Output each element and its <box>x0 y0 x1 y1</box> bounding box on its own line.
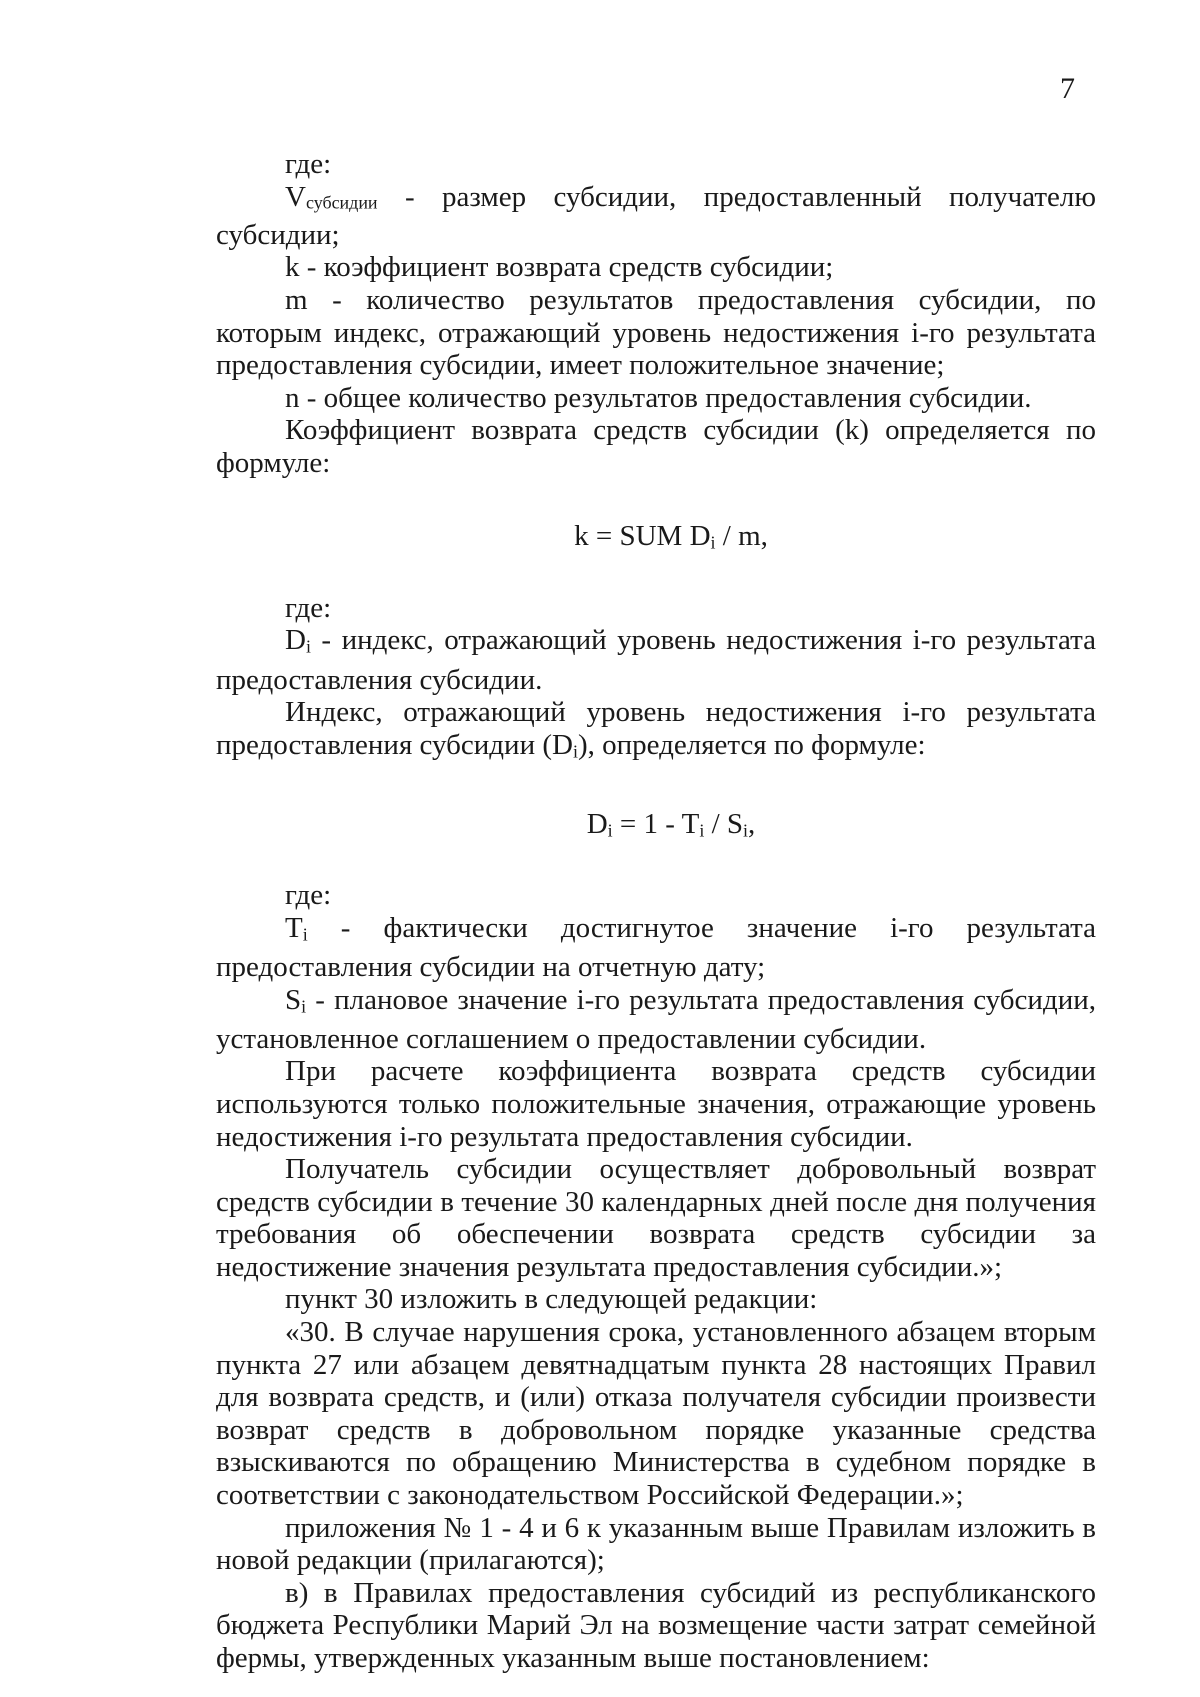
d-description: - индекс, отражающий уровень недостижения i-го результата предоставления субсидии. <box>216 624 1096 696</box>
formula-k-subscript: i <box>710 532 716 553</box>
v-definition <box>216 181 1096 252</box>
d-definition <box>216 624 1096 696</box>
voluntary-return-paragraph: Получатель субсидии осуществляет добровольный возврат средств субсидии в течение 30 календарных дней после дня получения требования об обеспечении возврата средств субсидии за недостижение значения результата предоставления субсидии.»; <box>216 1153 1096 1283</box>
formula-d-part2: = 1 - T <box>612 807 700 840</box>
item-v-paragraph: в) в Правилах предоставления субсидий из республиканского бюджета Республики Марий Эл на возмещение части затрат семейной фермы, утвержденных указанным выше постановлением: <box>216 1576 1096 1674</box>
formula-d-part4: , <box>748 807 756 840</box>
appendices-paragraph: приложения № 1 - 4 и 6 к указанным выше Правилам изложить в новой редакции (прилагаются); <box>216 1511 1096 1577</box>
v-description: - размер субсидии, предоставленный получателю субсидии; <box>216 180 1096 251</box>
formula-d-sub3: i <box>743 820 749 841</box>
t-description: - фактически достигнутое значение i-го результата предоставления субсидии на отчетную дату; <box>216 911 1096 983</box>
page-number: 7 <box>1060 72 1075 105</box>
d-intro-subscript: i <box>572 741 578 762</box>
d-subscript: i <box>305 637 311 657</box>
formula-k <box>216 520 1096 559</box>
where-label: где: <box>285 879 332 912</box>
formula-k-post: / m, <box>715 519 768 552</box>
formula-d-sub2: i <box>699 820 705 841</box>
document-body <box>216 148 1096 1675</box>
s-subscript: i <box>301 996 307 1017</box>
m-definition: m - количество результатов предоставления субсидии, по которым индекс, отражающий уровень недостижения i-го результата предоставления субсидии, имеет положительное значение; <box>216 284 1096 382</box>
t-definition <box>216 912 1096 984</box>
n-definition: n - общее количество результатов предоставления субсидии. <box>285 381 1032 414</box>
where-label: где: <box>285 591 332 624</box>
t-subscript: i <box>302 924 308 945</box>
calculation-note: При расчете коэффициента возврата средств субсидии используются только положительные значения, отражающие уровень недостижения i-го результата предоставления субсидии. <box>216 1055 1096 1153</box>
point-30-intro: пункт 30 изложить в следующей редакции: <box>285 1283 818 1316</box>
d-formula-intro <box>216 696 1096 768</box>
d-intro-pre: Индекс, отражающий уровень недостижения i-го результата предоставления субсидии (D <box>216 696 1096 761</box>
formula-k-pre: k = SUM D <box>574 519 711 552</box>
v-subscript: субсидии <box>305 192 378 213</box>
t-symbol: T <box>285 911 303 944</box>
s-description: - плановое значение i-го результата предоставления субсидии, установленное соглашением о предоставлении субсидии. <box>216 983 1096 1055</box>
point-30-text: «30. В случае нарушения срока, установленного абзацем вторым пункта 27 или абзацем девятнадцатым пункта 28 настоящих Правил для возврата средств, и (или) отказа получателя субсидии произвести возврат средств в добровольном порядке указанные средства взыскиваются по обращению Министерства в судебном порядке в соответствии с законодательством Российской Федерации.»; <box>216 1316 1096 1512</box>
v-symbol: V <box>285 180 306 213</box>
formula-d <box>216 808 1096 847</box>
where-label: где: <box>285 148 332 180</box>
formula-d-sub1: i <box>607 820 613 841</box>
k-formula-intro: Коэффициент возврата средств субсидии (k) определяется по формуле: <box>216 414 1096 480</box>
k-definition: k - коэффициент возврата средств субсидии; <box>285 251 834 284</box>
formula-d-part1: D <box>586 807 608 840</box>
formula-d-part3: / S <box>704 807 744 840</box>
s-symbol: S <box>285 983 302 1016</box>
s-definition <box>216 984 1096 1056</box>
d-intro-post: ), определяется по формуле: <box>577 728 926 761</box>
d-symbol: D <box>285 624 306 657</box>
